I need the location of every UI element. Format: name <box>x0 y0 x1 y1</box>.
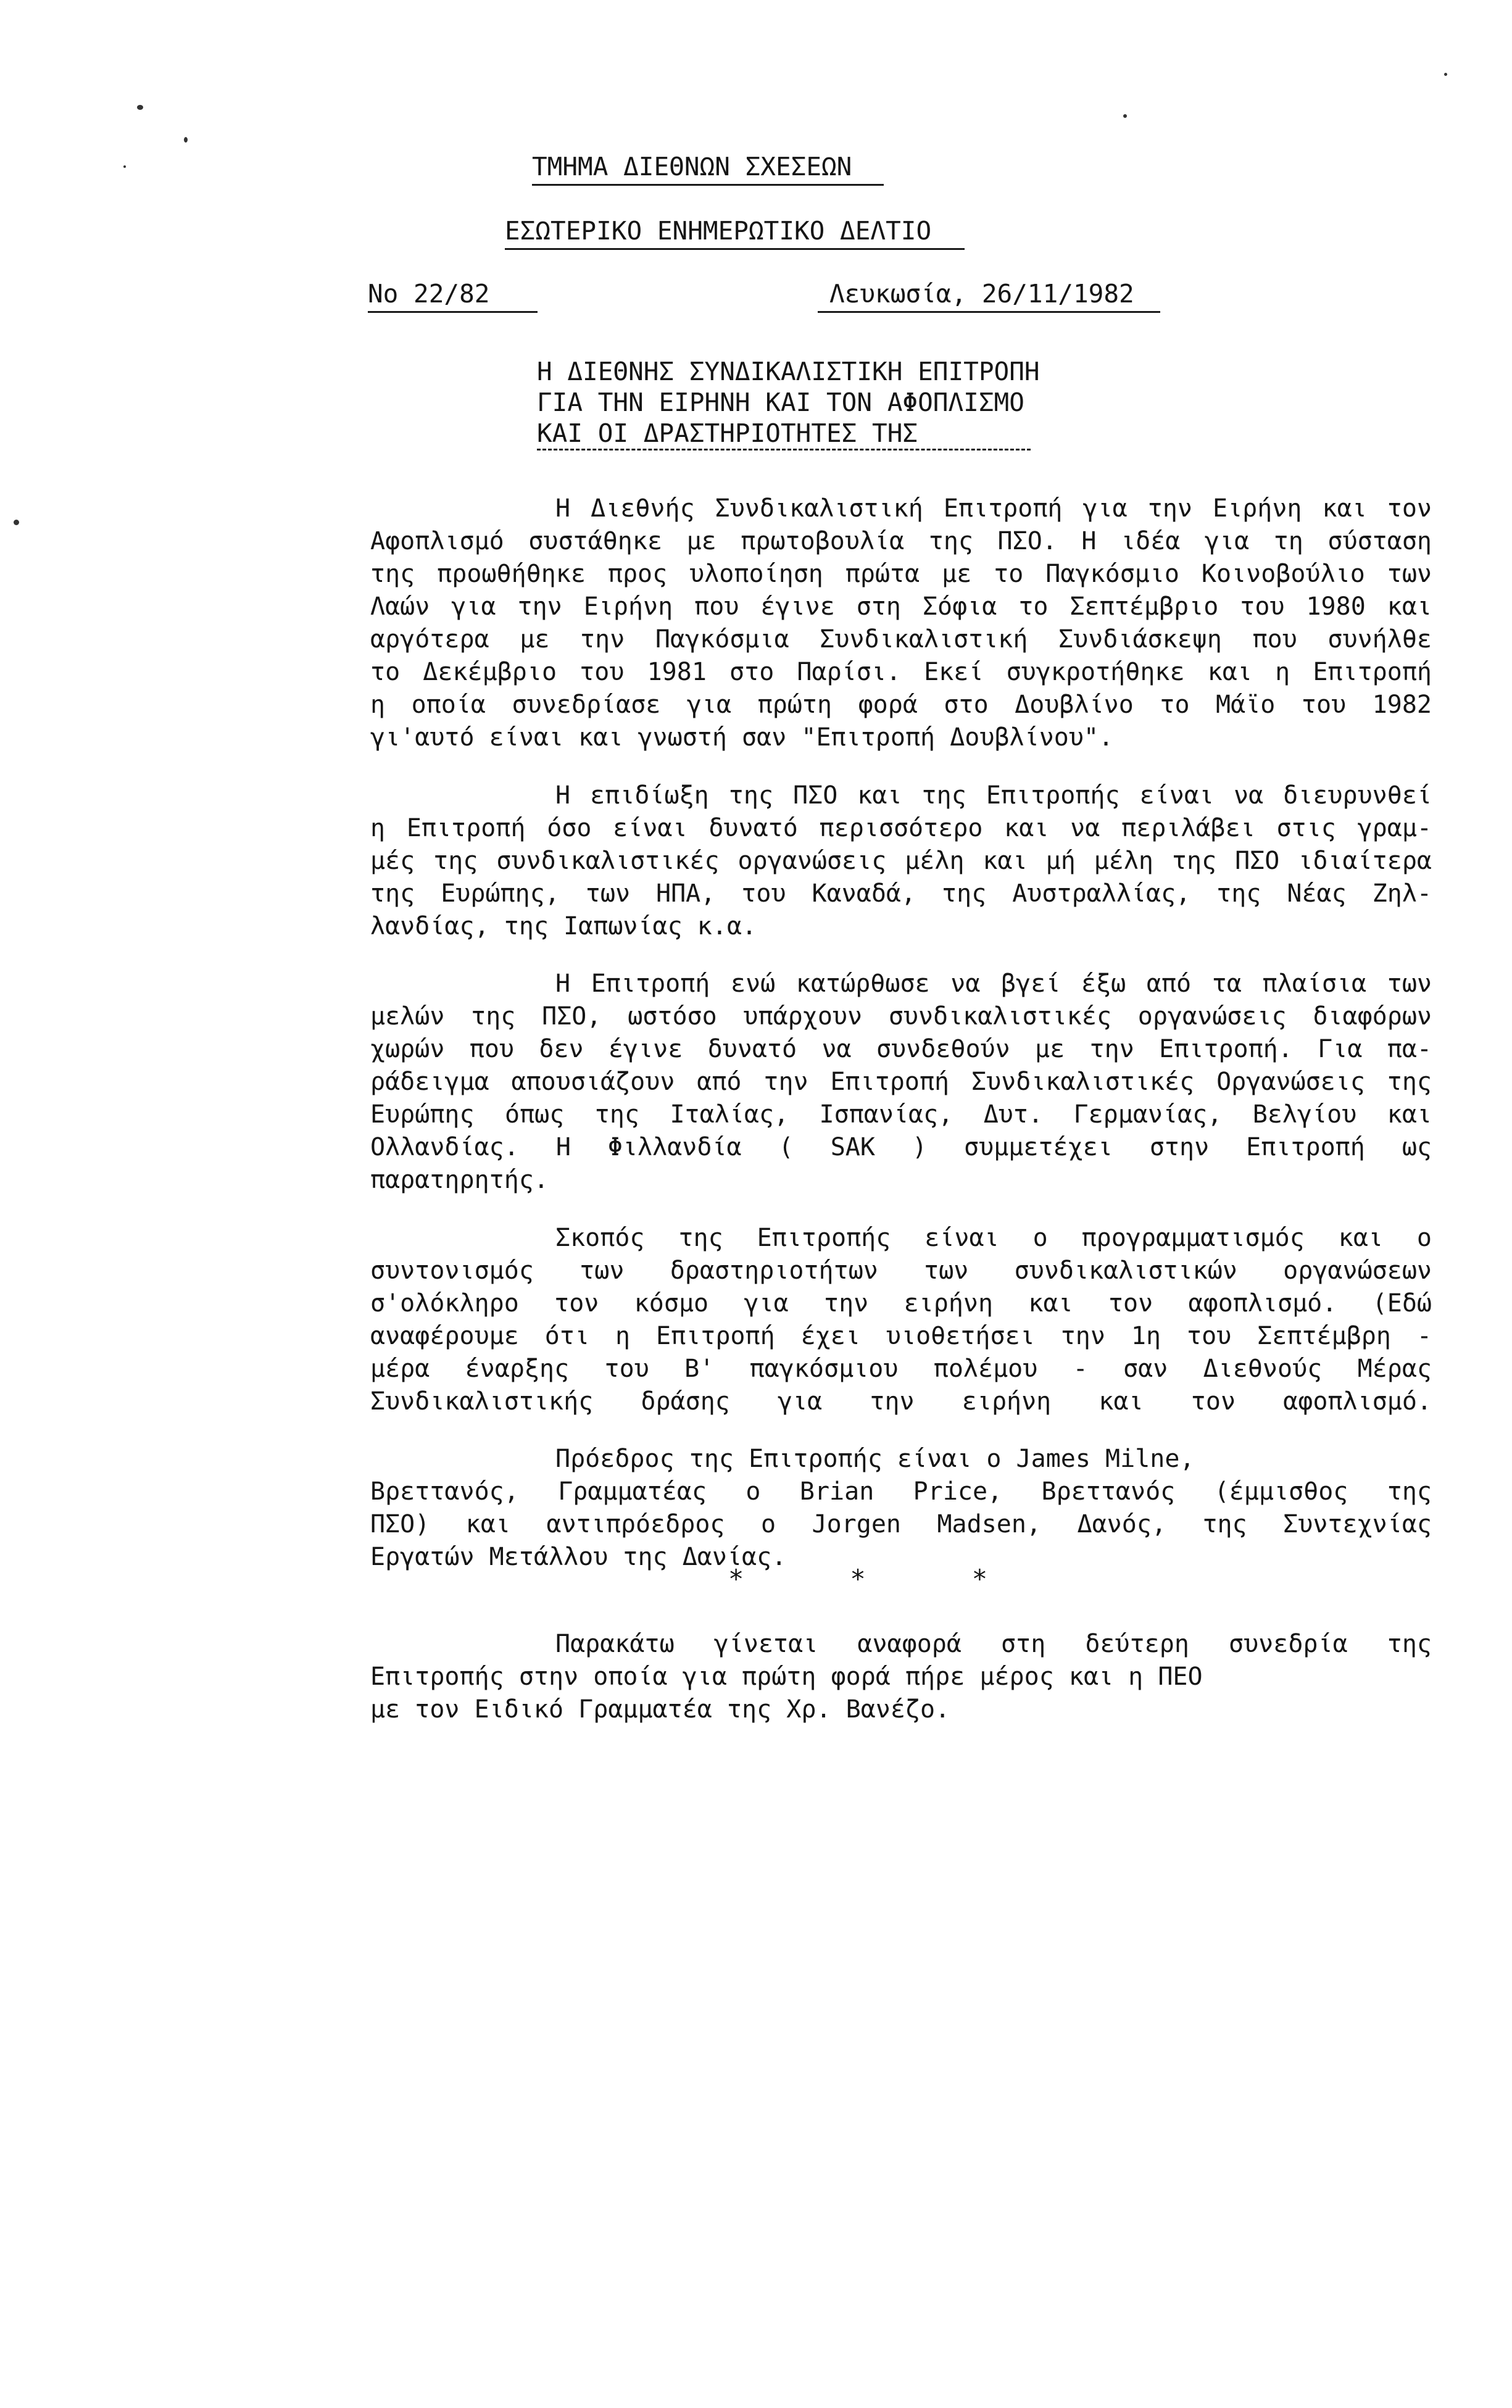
body-line: ΠΣΟ) και αντιπρόεδρος ο Jorgen Madsen, Δανός, της Συντεχνίας <box>370 1510 1432 1538</box>
body-line: Εργατών Μετάλλου της Δανίας. <box>370 1543 787 1571</box>
body-line: Λαών για την Ειρήνη που έγινε στη Σόφια το Σεπτέμβριο του 1980 και <box>370 592 1432 621</box>
body-line: Βρεττανός, Γραμματέας ο Brian Price, Βρεττανός (έμμισθος της <box>370 1477 1432 1506</box>
separator-star: * <box>850 1564 866 1594</box>
scan-speck <box>184 137 188 143</box>
body-line: Η Επιτροπή ενώ κατώρθωσε να βγεί έξω από τα πλαίσια των <box>555 969 1432 998</box>
body-line: παρατηρητής. <box>370 1166 549 1194</box>
separator-star: * <box>728 1564 744 1594</box>
body-line: μέρα έναρξης του Β' παγκόσμιου πολέμου - σαν Διεθνούς Μέρας <box>370 1355 1432 1383</box>
body-line: ράδειγμα απουσιάζουν από την Επιτροπή Συνδικαλιστικές Οργανώσεις της <box>370 1068 1432 1096</box>
title-underline <box>537 449 1031 450</box>
body-line: το Δεκέμβριο του 1981 στο Παρίσι. Εκεί συγκροτήθηκε και η Επιτροπή <box>370 658 1432 686</box>
section-separator <box>728 1564 987 1594</box>
scan-speck <box>137 105 143 110</box>
body-line: Παρακάτω γίνεται αναφορά στη δεύτερη συνεδρία της <box>555 1630 1432 1658</box>
scan-speck <box>123 165 126 168</box>
body-line: λανδίας, της Ιαπωνίας κ.α. <box>370 912 757 940</box>
title-line-1: Η ΔΙΕΘΝΗΣ ΣΥΝΔΙΚΑΛΙΣΤΙΚΗ ΕΠΙΤΡΟΠΗ <box>537 357 1040 386</box>
body-line: μελών της ΠΣΟ, ωστόσο υπάρχουν συνδικαλιστικές οργανώσεις διαφόρων <box>370 1002 1432 1031</box>
place-date: Λευκωσία, 26/11/1982 <box>829 279 1134 309</box>
body-line: της Ευρώπης, των ΗΠΑ, του Καναδά, της Αυστραλλίας, της Νέας Ζηλ- <box>370 879 1432 908</box>
body-line: Η Διεθνής Συνδικαλιστική Επιτροπή για την Ειρήνη και τον <box>555 494 1432 523</box>
body-line: η Επιτροπή όσο είναι δυνατό περισσότερο και να περιλάβει στις γραμ- <box>370 814 1432 842</box>
body-line: αργότερα με την Παγκόσμια Συνδικαλιστική Συνδιάσκεψη που συνήλθε <box>370 625 1432 654</box>
body-line: γι'αυτό είναι και γνωστή σαν "Επιτροπή Δουβλίνου". <box>370 723 1114 752</box>
title-line-3: ΚΑΙ ΟΙ ΔΡΑΣΤΗΡΙΟΤΗΤΕΣ ΤΗΣ <box>537 418 918 448</box>
body-line: Συνδικαλιστικής δράσης για την ειρήνη και τον αφοπλισμό. <box>370 1387 1432 1416</box>
title-line-2: ΓΙΑ ΤΗΝ ΕΙΡΗΝΗ ΚΑΙ ΤΟΝ ΑΦΟΠΛΙΣΜΟ <box>537 388 1024 417</box>
scan-speck <box>1444 73 1447 76</box>
scan-speck <box>14 520 19 525</box>
bulletin-title: ΕΣΩΤΕΡΙΚΟ ΕΝΗΜΕΡΩΤΙΚΟ ΔΕΛΤΙΟ <box>505 216 932 246</box>
body-line: με τον Ειδικό Γραμματέα της Χρ. Βανέζο. <box>370 1695 950 1724</box>
number-underline <box>368 311 538 313</box>
bulletin-underline <box>505 248 965 250</box>
body-line: η οποία συνεδρίασε για πρώτη φορά στο Δουβλίνο το Μάϊο του 1982 <box>370 691 1432 719</box>
body-line: Αφοπλισμό συστάθηκε με πρωτοβουλία της ΠΣΟ. Η ιδέα για τη σύσταση <box>370 527 1432 555</box>
separator-star: * <box>971 1564 987 1594</box>
department-underline <box>532 184 884 186</box>
body-line: Η επιδίωξη της ΠΣΟ και της Επιτροπής είναι να διευρυνθεί <box>555 781 1432 810</box>
department-title: ΤΜΗΜΑ ΔΙΕΘΝΩΝ ΣΧΕΣΕΩΝ <box>532 152 852 181</box>
body-line: σ'ολόκληρο τον κόσμο για την ειρήνη και τον αφοπλισμό. (Εδώ <box>370 1289 1432 1318</box>
body-line: Ευρώπης όπως της Ιταλίας, Ισπανίας, Δυτ. Γερμανίας, Βελγίου και <box>370 1100 1432 1129</box>
body-line: Πρόεδρος της Επιτροπής είναι ο James Milne, <box>555 1445 1195 1473</box>
body-line: χωρών που δεν έγινε δυνατό να συνδεθούν με την Επιτροπή. Για πα- <box>370 1035 1432 1063</box>
bulletin-number: Νο 22/82 <box>368 279 490 309</box>
body-line: Ολλανδίας. Η Φιλλανδία ( SAK ) συμμετέχει στην Επιτροπή ως <box>370 1133 1432 1161</box>
place-date-underline <box>818 311 1160 313</box>
body-line: της προωθήθηκε προς υλοποίηση πρώτα με το Παγκόσμιο Κοινοβούλιο των <box>370 560 1432 588</box>
scan-speck <box>1123 114 1127 118</box>
body-line: Σκοπός της Επιτροπής είναι ο προγραμματισμός και ο <box>555 1224 1432 1252</box>
body-line: Επιτροπής στην οποία για πρώτη φορά πήρε μέρος και η ΠΕΟ <box>370 1663 1203 1691</box>
body-line: μές της συνδικαλιστικές οργανώσεις μέλη και μή μέλη της ΠΣΟ ιδιαίτερα <box>370 847 1432 875</box>
body-line: συντονισμός των δραστηριοτήτων των συνδικαλιστικών οργανώσεων <box>370 1256 1432 1285</box>
body-line: αναφέρουμε ότι η Επιτροπή έχει υιοθετήσει την 1η του Σεπτέμβρη - <box>370 1322 1432 1350</box>
